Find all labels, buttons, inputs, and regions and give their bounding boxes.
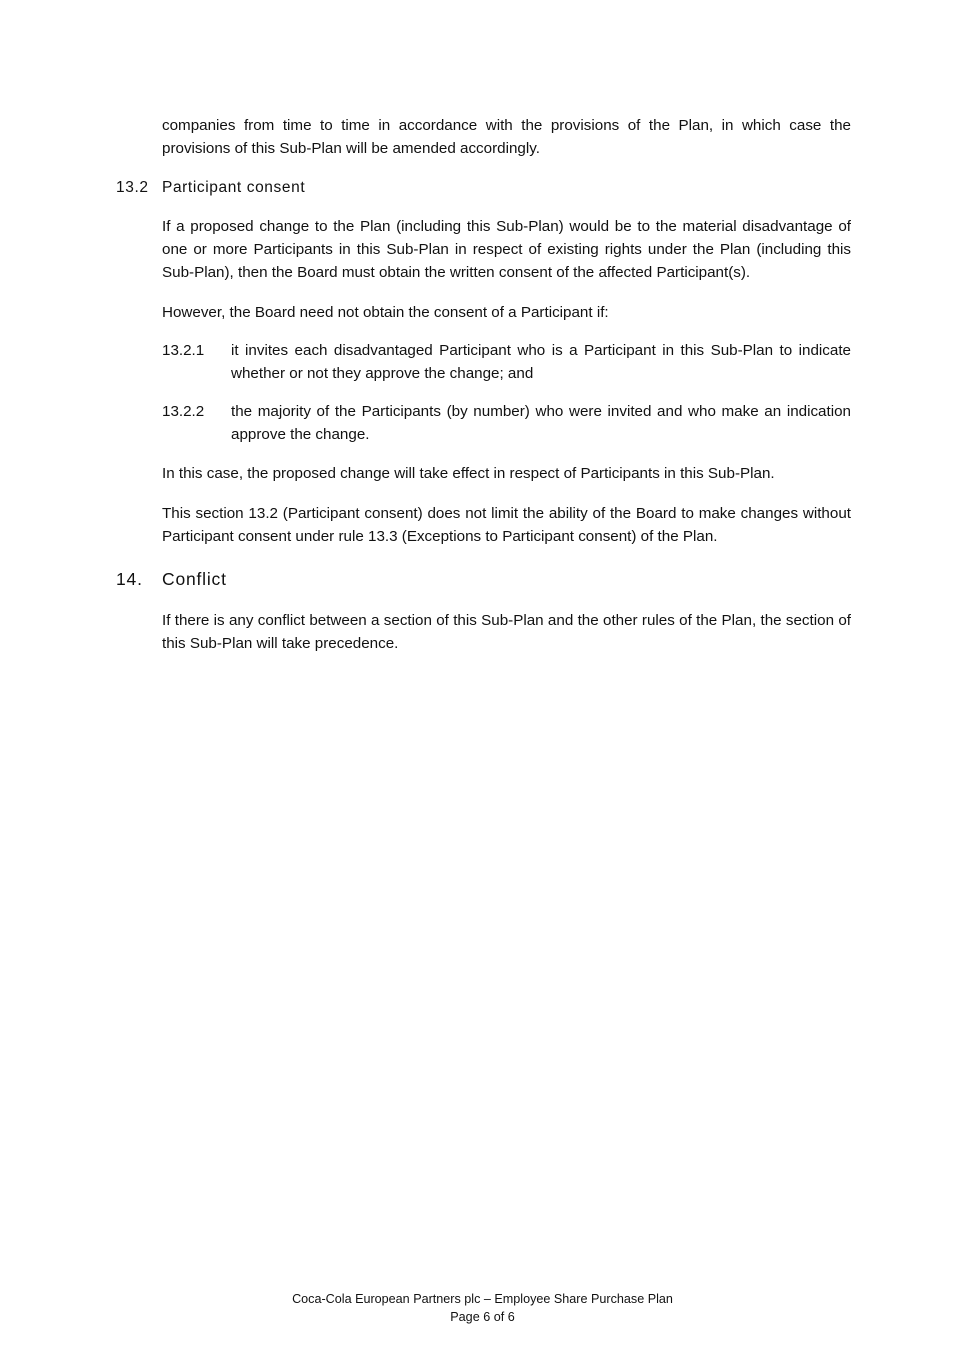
intro-paragraph: companies from time to time in accordance with the provisions of the Plan, in which case the provisions of this Sub-Plan will be amended accordingly. <box>162 117 851 157</box>
footer-document-title: Coca-Cola European Partners plc – Employee Share Purchase Plan <box>292 1292 673 1306</box>
section-13-2-paragraph-1: If a proposed change to the Plan (including this Sub-Plan) would be to the material disadvantage of one or more Participants in this Sub-Plan in respect of existing rights under the Plan (including this Sub-Plan), then the Board must obtain the written consent of the affected Participant(s). <box>162 218 851 281</box>
footer-page-number: Page 6 of 6 <box>450 1310 515 1324</box>
item-13-2-1-text: it invites each disadvantaged Participant who is a Participant in this Sub-Plan to indicate whether or not they approve the change; and <box>231 342 851 382</box>
section-13-2-title: Participant consent <box>162 179 306 196</box>
section-13-2-paragraph-4: This section 13.2 (Participant consent) does not limit the ability of the Board to make changes without Participant consent under rule 13.3 (Exceptions to Participant consent) of the Plan. <box>162 505 851 545</box>
item-13-2-2-number: 13.2.2 <box>162 403 205 420</box>
section-14-title: Conflict <box>162 569 227 589</box>
section-13-2-number: 13.2 <box>116 179 149 196</box>
section-13-2-paragraph-2: However, the Board need not obtain the consent of a Participant if: <box>162 304 609 321</box>
item-13-2-2-text: the majority of the Participants (by number) who were invited and who make an indication approve the change. <box>231 403 851 443</box>
section-14-paragraph-1: If there is any conflict between a section of this Sub-Plan and the other rules of the Plan, the section of this Sub-Plan will take precedence. <box>162 612 851 652</box>
section-14-number: 14. <box>116 569 143 589</box>
section-13-2-paragraph-3: In this case, the proposed change will take effect in respect of Participants in this Sub-Plan. <box>162 465 775 482</box>
item-13-2-1-number: 13.2.1 <box>162 342 205 359</box>
